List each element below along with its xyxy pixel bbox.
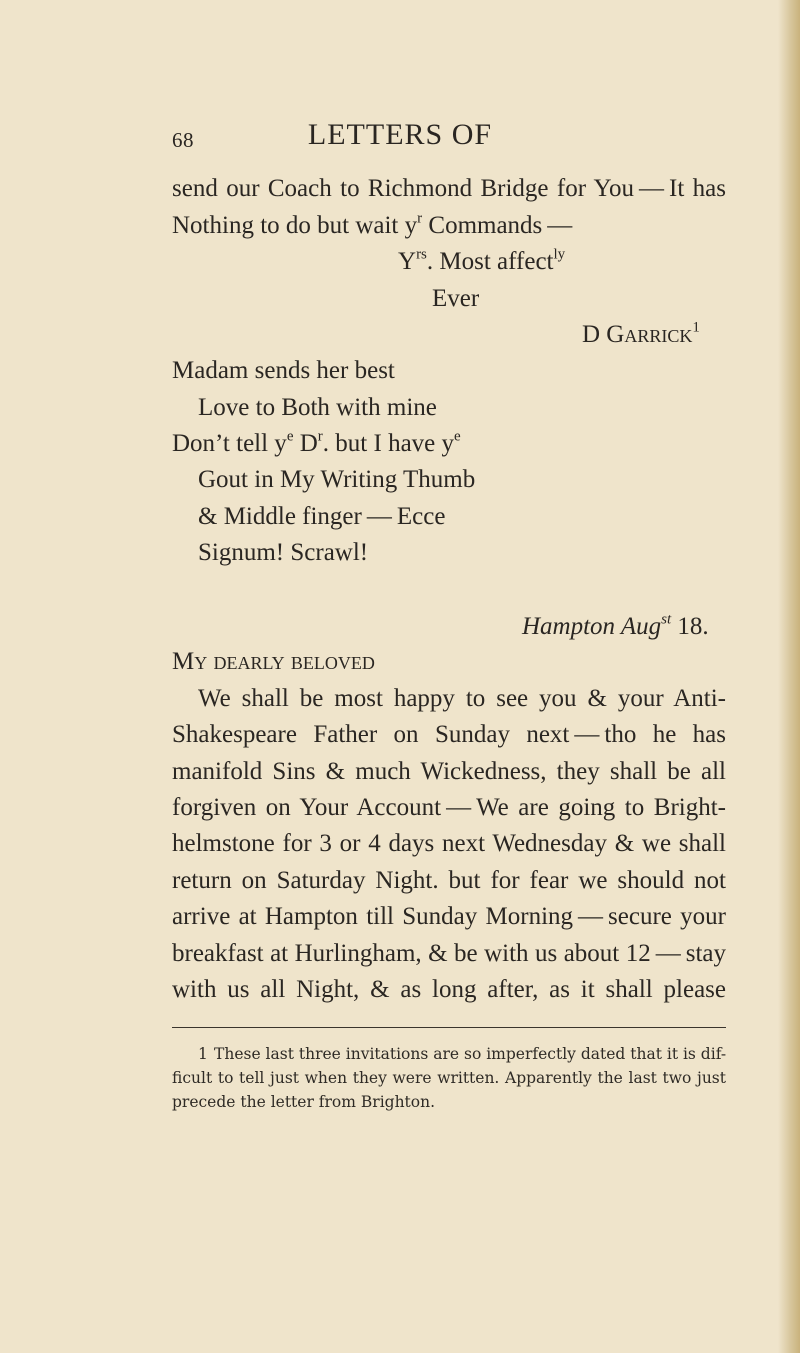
postscript-line-3: Don’t tell $y^e$ $D^r$. but I have $y^e$ [172, 428, 461, 457]
letter2-line: helmstone for 3 or 4 days next Wednesday & we shall [172, 830, 726, 857]
postscript-line-1: Madam sends her best [172, 357, 395, 384]
salutation: My dearly beloved [172, 648, 375, 675]
signature: D Garrick$^1$ [582, 319, 700, 348]
postscript-line-2: Love to Both with mine [198, 394, 437, 421]
closing-ever: Ever [432, 285, 480, 312]
postscript-line-4: Gout in My Writing Thumb [198, 466, 476, 493]
running-title: LETTERS OF [307, 118, 493, 151]
footnote-line: These last three invitations are so imperfectly dated that it is dif- [214, 1045, 727, 1063]
letter2-line: arrive at Hampton till Sunday Morning — secure your [172, 903, 726, 930]
dateline: Hampton Aug$^{st}$ 18. [522, 611, 709, 640]
letter1-line-1: send our Coach to Richmond Bridge for You — It has [172, 175, 726, 202]
footnote-rule [172, 1027, 726, 1028]
letter1-line-2: Nothing to do but wait $y^r$ Commands — [172, 210, 573, 239]
letter2-line: Shakespeare Father on Sunday next — tho he has [172, 721, 726, 748]
letter2-line: with us all Night, & as long after, as it shall please [172, 976, 726, 1003]
letter2-line: manifold Sins & much Wickedness, they shall be all [172, 758, 726, 785]
letter2-line: return on Saturday Night. but for fear we should not [172, 867, 726, 894]
footnote-line: ficult to tell just when they were written. Apparently the last two just [172, 1069, 726, 1087]
page-number: 68 [172, 128, 194, 152]
letter2-line: forgiven on Your Account — We are going to Bright- [172, 794, 726, 821]
footnote-marker: 1 [198, 1045, 208, 1063]
postscript-line-5: & Middle finger — Ecce [198, 503, 446, 530]
letter2-line: breakfast at Hurlingham, & be with us about 12 — stay [172, 940, 726, 967]
footnote-reference: 1 [692, 319, 700, 336]
postscript-line-6: Signum! Scrawl! [198, 539, 369, 566]
closing-yours: $Y^{rs}$. Most affect$^{ly}$ [398, 246, 566, 275]
page-edge-shadow [778, 0, 800, 1353]
footnote-line: precede the letter from Brighton. [172, 1093, 436, 1111]
letter2-line: We shall be most happy to see you & your Anti- [198, 685, 726, 712]
